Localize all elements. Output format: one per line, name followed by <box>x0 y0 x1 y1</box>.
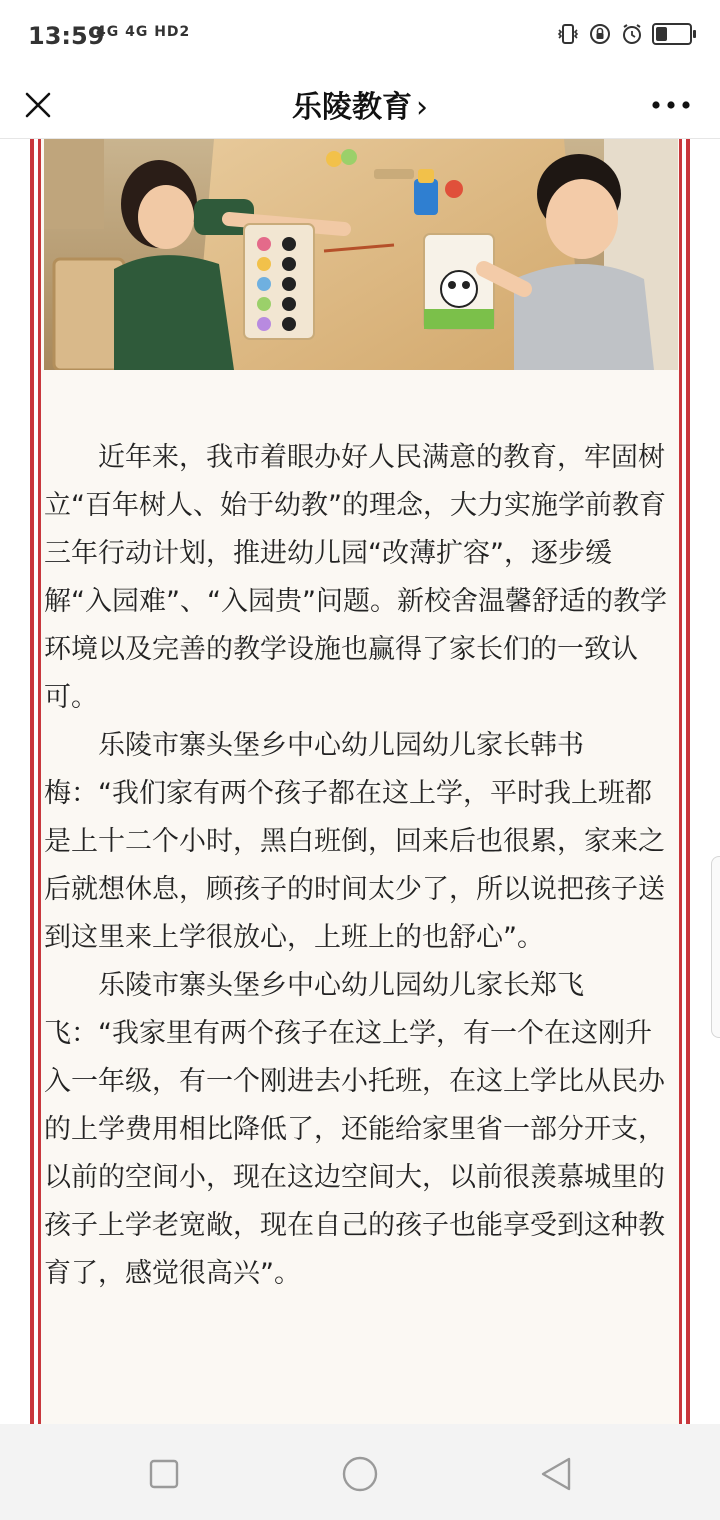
scroll-handle[interactable] <box>711 856 720 1038</box>
battery-level <box>656 27 667 41</box>
title-bar <box>0 72 720 139</box>
status-icons <box>556 22 692 46</box>
alarm-icon <box>620 22 644 46</box>
navigation-bar <box>0 1424 720 1520</box>
right-border-outer <box>686 139 690 1424</box>
article-paragraph: 乐陵市寨头堡乡中心幼儿园幼儿家长韩书梅：“我们家有两个孩子都在这上学，平时我上班都是上十二个小时，黑白班倒，回来后也很累，家来之后就想休息，顾孩子的时间太少了，所以说把孩子送到这里来上学很放心，上班上的也舒心”。 <box>44 730 665 953</box>
article-paragraph: 近年来，我市着眼办好人民满意的教育，牢固树立“百年树人、始于幼教”的理念，大力实施学前教育三年行动计划，推进幼儿园“改薄扩容”，逐步缓解“入园难”、“入园贵”问题。新校舍温馨舒适的教学环境以及完善的教学设施也赢得了家长们的一致认可。 <box>44 442 667 713</box>
more-options-button[interactable] <box>646 84 696 126</box>
lock-rotation-icon <box>588 22 612 46</box>
network-indicator: 4G 4G HD2 <box>96 24 191 40</box>
square-icon <box>148 1458 180 1490</box>
chevron-right-icon: › <box>416 90 428 125</box>
page-title-text: 乐陵教育 <box>292 90 412 125</box>
more-dots-icon <box>651 100 691 110</box>
battery-icon <box>652 23 692 45</box>
page-title[interactable] <box>0 82 720 126</box>
article-body <box>44 434 676 1298</box>
back-button[interactable] <box>536 1454 576 1494</box>
article-content[interactable] <box>0 139 720 1424</box>
back-triangle-icon <box>539 1456 573 1492</box>
home-button[interactable] <box>340 1454 380 1494</box>
right-border-inner <box>679 139 682 1424</box>
vibrate-icon <box>556 22 580 46</box>
kindergarten-children-photo <box>44 139 678 370</box>
circle-icon <box>341 1455 379 1493</box>
article-paragraph: 乐陵市寨头堡乡中心幼儿园幼儿家长郑飞飞：“我家里有两个孩子在这上学，有一个在这刚升入一年级，有一个刚进去小托班，在这上学比从民办的上学费用相比降低了，还能给家里省一部分开支，以前的空间小，现在这边空间大，以前很羡慕城里的孩子上学老宽敞，现在自己的孩子也能享受到这种教育了，感觉很高兴”。 <box>44 970 665 1289</box>
status-time: 13:59 <box>28 22 105 50</box>
status-bar <box>0 0 720 72</box>
recent-apps-button[interactable] <box>144 1454 184 1494</box>
article-photo <box>44 139 678 370</box>
left-border-outer <box>30 139 34 1424</box>
